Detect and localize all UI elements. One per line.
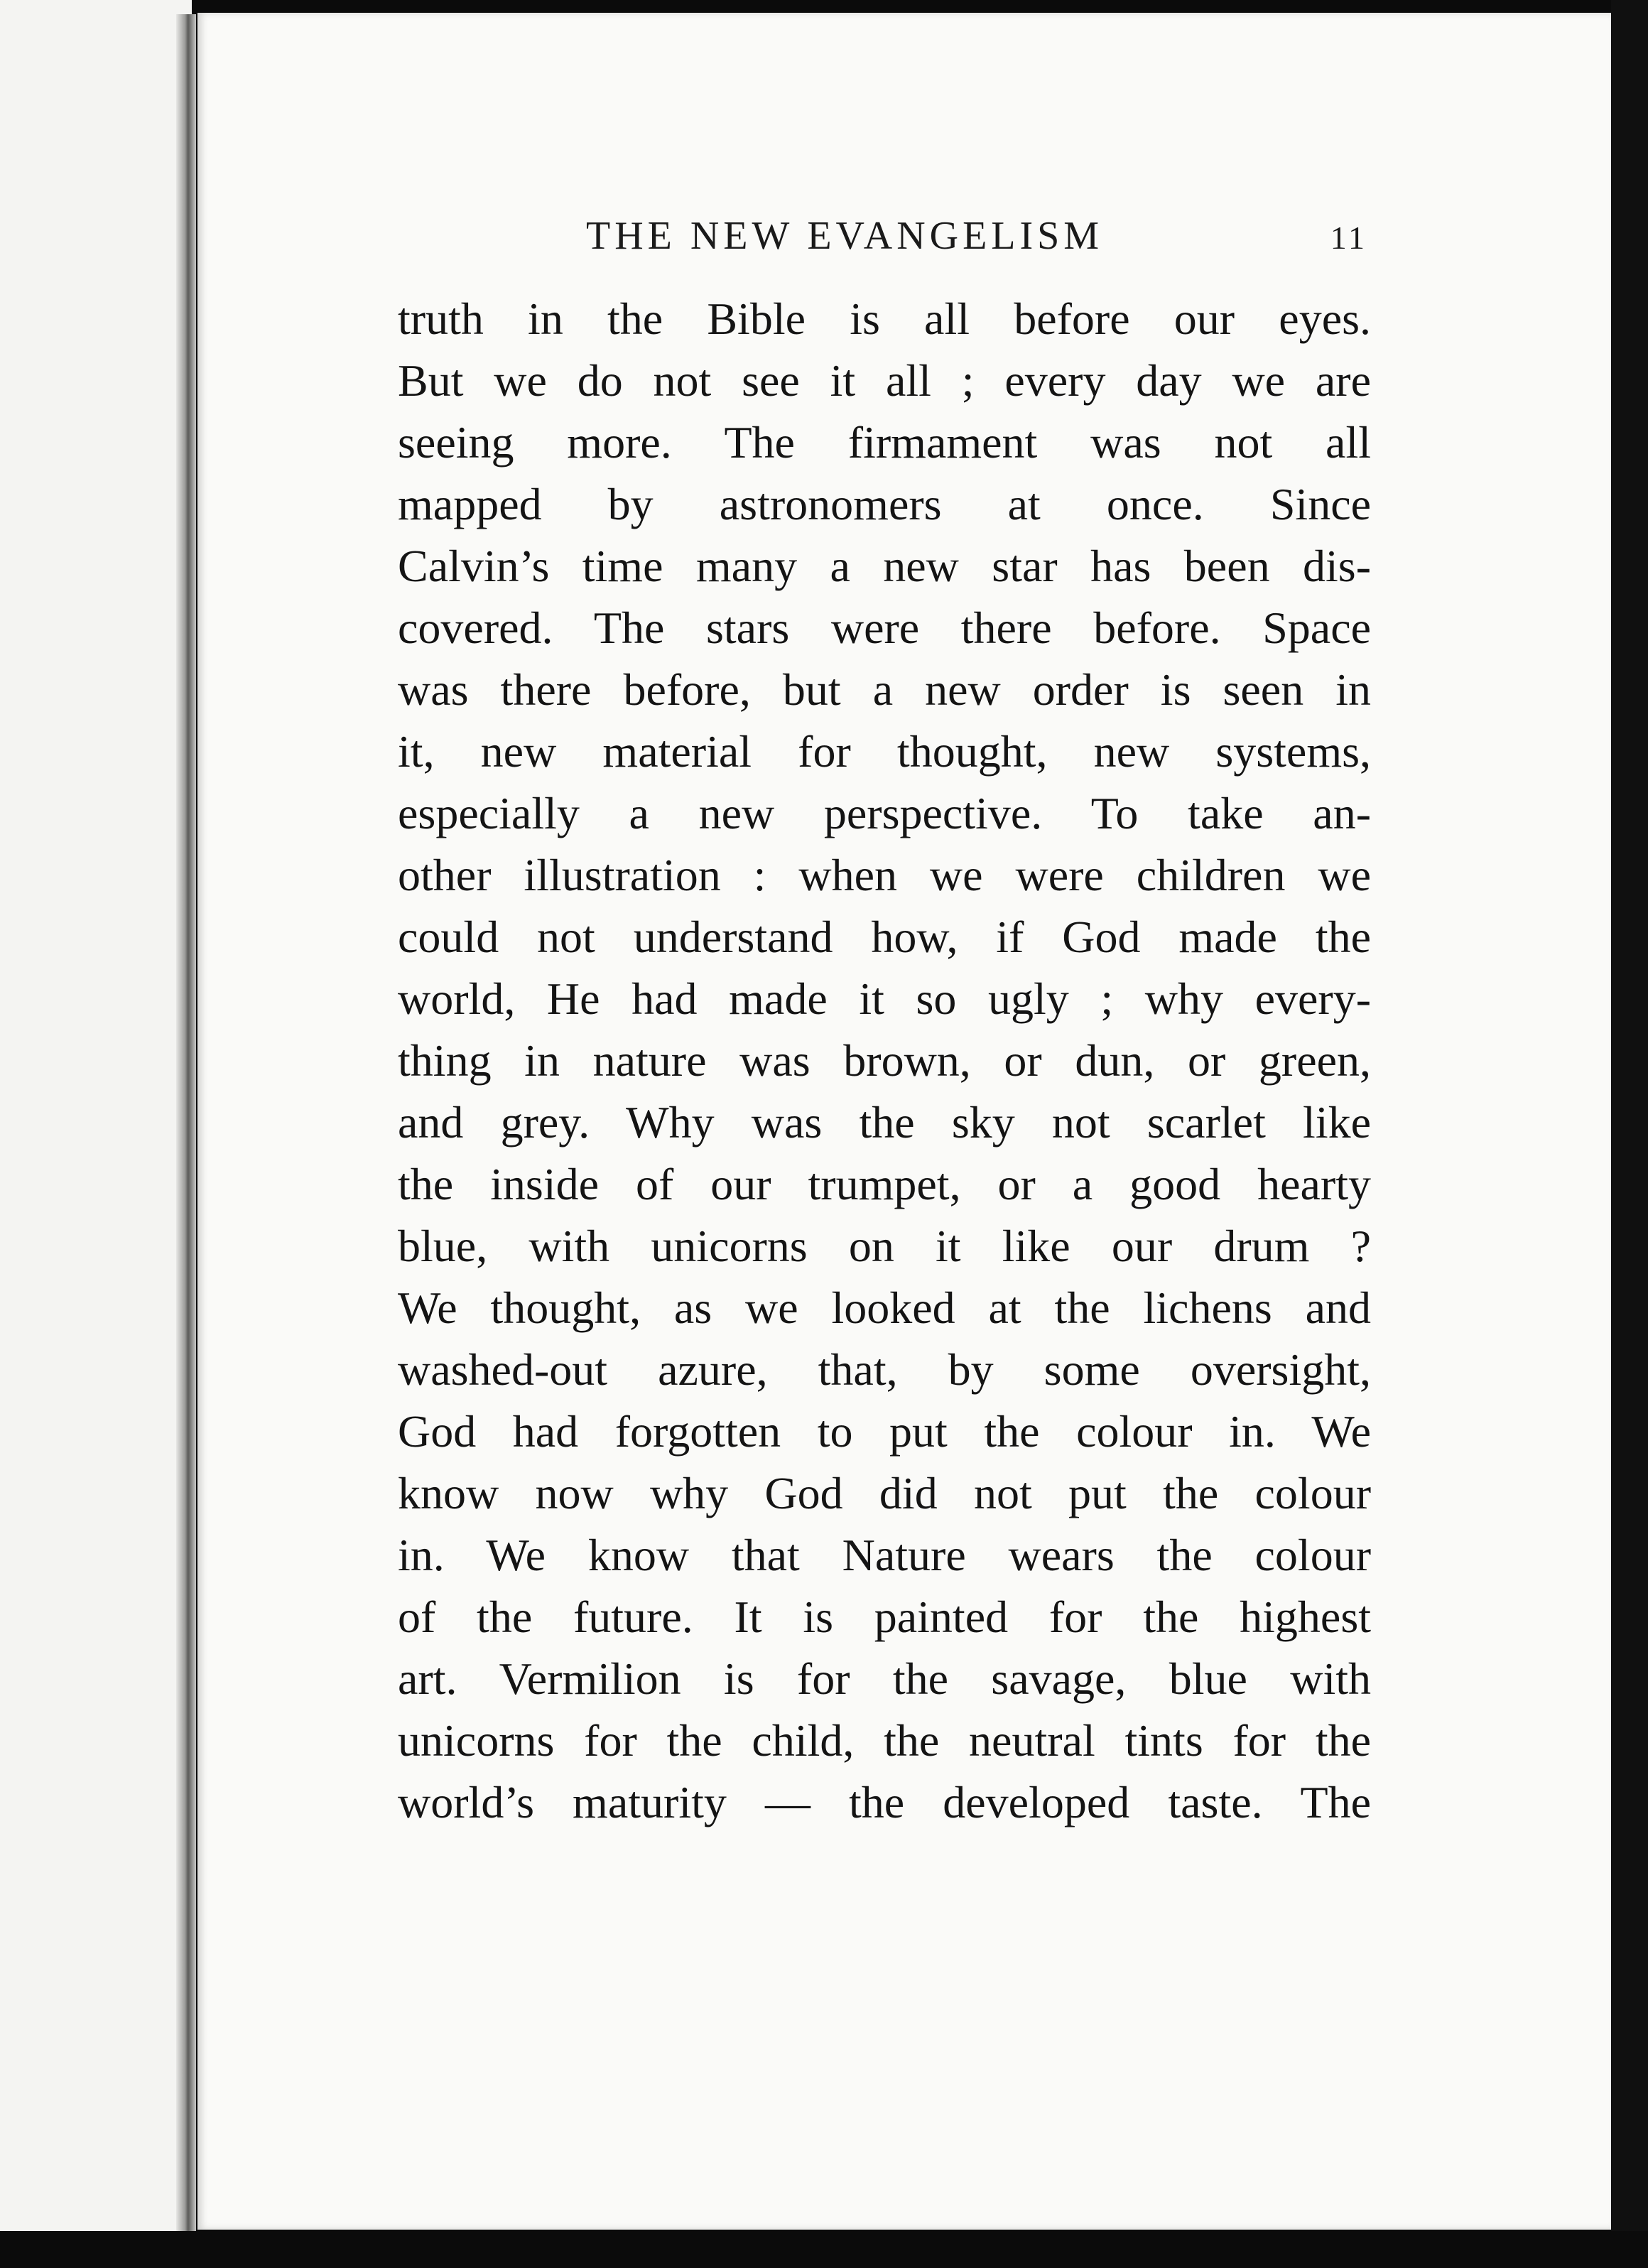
facing-page [0,0,192,2238]
text-line: thing in nature was brown, or dun, or green, [398,1035,1371,1086]
text-line: We thought, as we looked at the lichens and [398,1282,1371,1333]
text-line: of the future. It is painted for the highest [398,1592,1371,1642]
text-line: it, new material for thought, new systems, [398,726,1371,777]
text-line: know now why God did not put the colour [398,1468,1371,1518]
text-line: in. We know that Nature wears the colour [398,1530,1371,1580]
text-line: seeing more. The firmament was not all [398,417,1371,468]
text-line: But we do not see it all ; every day we are [398,355,1371,406]
scan-border-right [1611,0,1648,2268]
text-line: was there before, but a new order is seen in [398,664,1371,715]
text-line: especially a new perspective. To take an- [398,788,1371,838]
text-line: unicorns for the child, the neutral tints for the [398,1715,1371,1766]
text-line: truth in the Bible is all before our eyes. [398,293,1371,344]
body-text [398,288,1371,1833]
text-line: other illustration : when we were children we [398,850,1371,900]
page-gutter [176,14,196,2231]
text-line: God had forgotten to put the colour in. We [398,1406,1371,1457]
scan-border-bottom [0,2231,1648,2268]
text-line: world, He had made it so ugly ; why every- [398,973,1371,1024]
text-line: could not understand how, if God made the [398,912,1371,962]
page-number: 11 [1330,220,1367,256]
text-line: covered. The stars were there before. Space [398,603,1371,653]
text-line: Calvin’s time many a new star has been dis- [398,541,1371,591]
text-line: the inside of our trumpet, or a good hearty [398,1159,1371,1209]
running-header [387,213,1367,263]
text-line: mapped by astronomers at once. Since [398,479,1371,529]
text-line: washed-out azure, that, by some oversight, [398,1344,1371,1395]
text-line: and grey. Why was the sky not scarlet like [398,1097,1371,1148]
text-line: art. Vermilion is for the savage, blue with [398,1653,1371,1704]
running-title: THE NEW EVANGELISM [586,214,1104,258]
text-line: world’s maturity — the developed taste. The [398,1777,1371,1827]
text-line: blue, with unicorns on it like our drum ? [398,1221,1371,1271]
